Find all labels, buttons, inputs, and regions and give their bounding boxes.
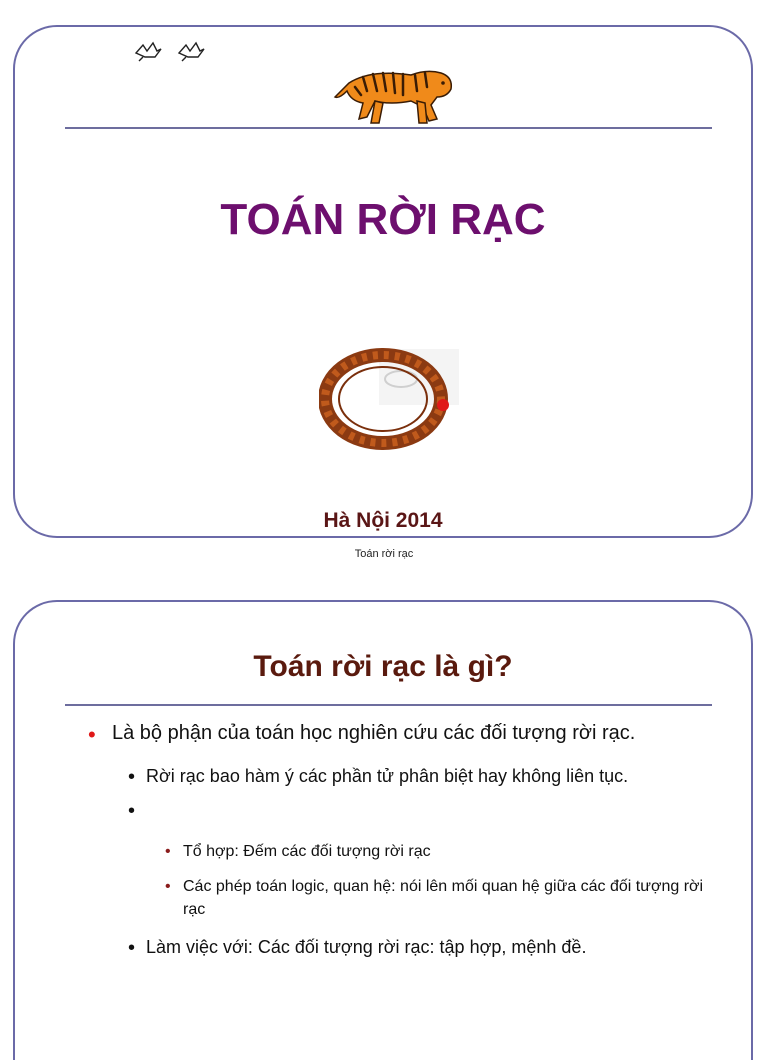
- bird-icon: [133, 39, 213, 65]
- slide-footer: Hà Nội 2014: [323, 509, 443, 532]
- title-rule: [65, 127, 712, 129]
- bullet-icon: •: [165, 878, 171, 895]
- slide-2: Toán rời rạc là gì? • Là bộ phận của toán học nghiên cứu các đối tượng rời rạc. • Rời rạc bao hàm ý các phần tử phân biệt hay không liên tục. • • Tổ hợp: Đếm các đối tượng rời rạc • Các phép toán logic, quan hệ: nói lên mối quan hệ giữa các đối tượng rời rạc • Làm việc với: Các đối tượng rời rạc: tập hợp, mệnh đề.: [13, 600, 753, 1060]
- slide-title: Toán rời rạc là gì?: [253, 650, 513, 683]
- title-rule: [65, 704, 712, 706]
- bullet-icon: •: [128, 800, 136, 822]
- bullet-icon: •: [165, 843, 171, 860]
- tiger-illustration: [331, 61, 457, 127]
- bullet-icon: •: [88, 722, 96, 747]
- slide-title: TOÁN RỜI RẠC: [220, 195, 546, 244]
- bullet-icon: •: [128, 766, 136, 788]
- slide-caption: Toán rời rạc: [354, 548, 414, 560]
- slide-1: [13, 25, 753, 538]
- ring-illustration: [319, 347, 479, 457]
- bullet-icon: •: [128, 937, 136, 959]
